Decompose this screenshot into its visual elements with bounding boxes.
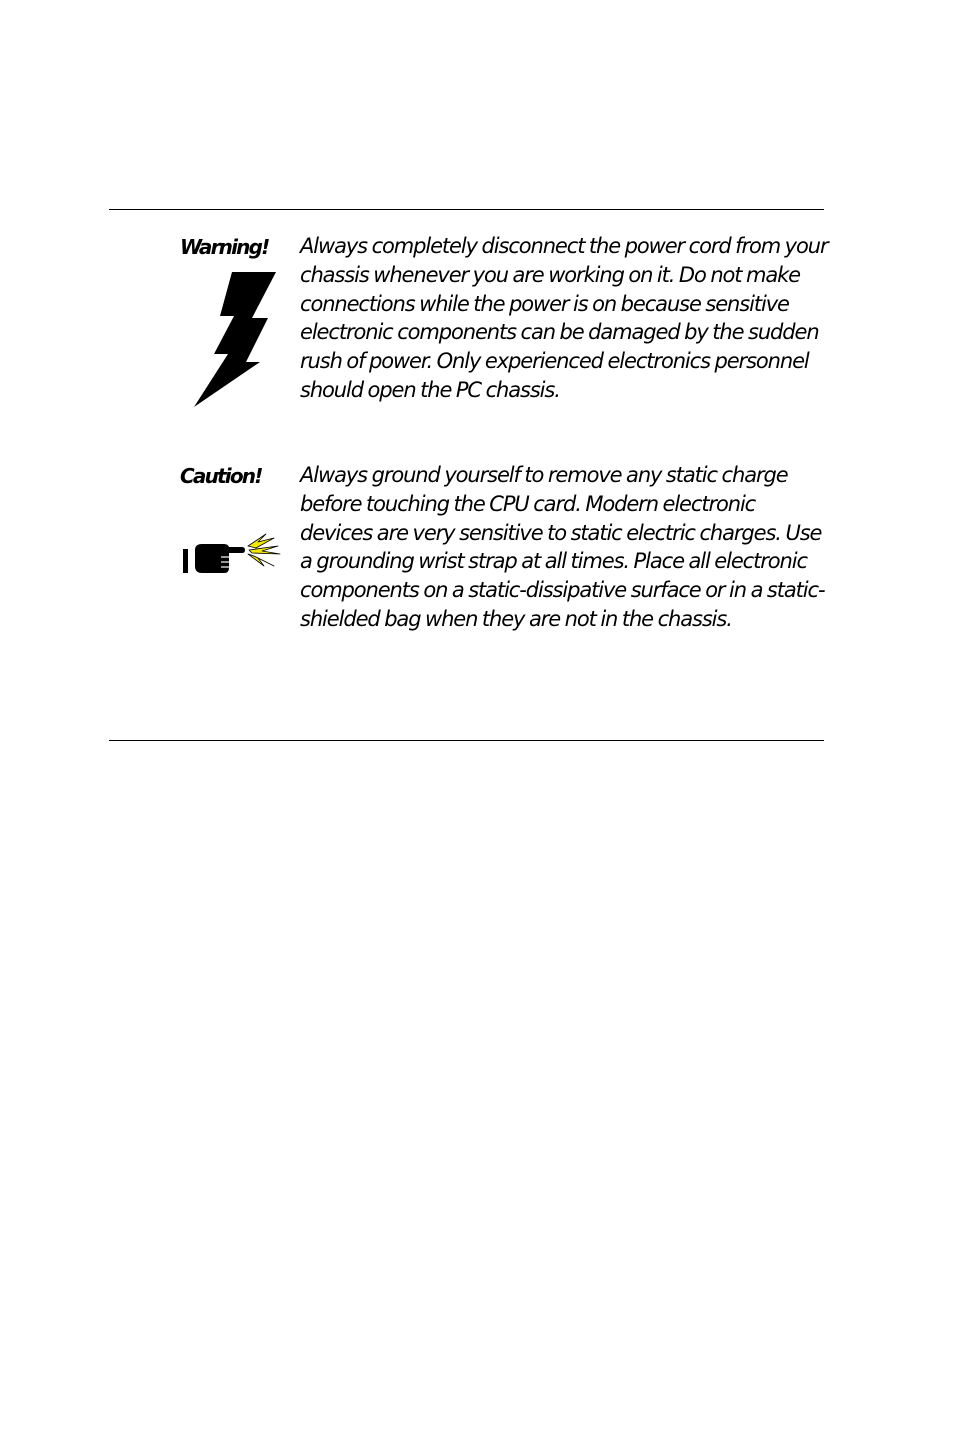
lightning-bolt-icon [190, 270, 280, 410]
caution-label: Caution! [180, 464, 262, 488]
static-discharge-hand-icon [180, 532, 284, 578]
warning-text: Always completely disconnect the power cord from your chassis whenever you are working on it. Do not make connections while the power is on because sensitive electronic components can be damaged by the sudden rush of power. Only experienced electronics personnel should open the PC chassis. [300, 234, 828, 402]
caution-text: Always ground yourself to remove any static charge before touching the CPU card. Modern electronic devices are very sensitive to static electric charges. Use a grounding wrist strap at all times. Place all electronic components on a static-dissipative surface or in a static-shielded bag when they are not in the chassis. [300, 463, 825, 631]
top-divider [109, 209, 824, 210]
bottom-divider [109, 740, 824, 741]
warning-label: Warning! [180, 235, 269, 259]
